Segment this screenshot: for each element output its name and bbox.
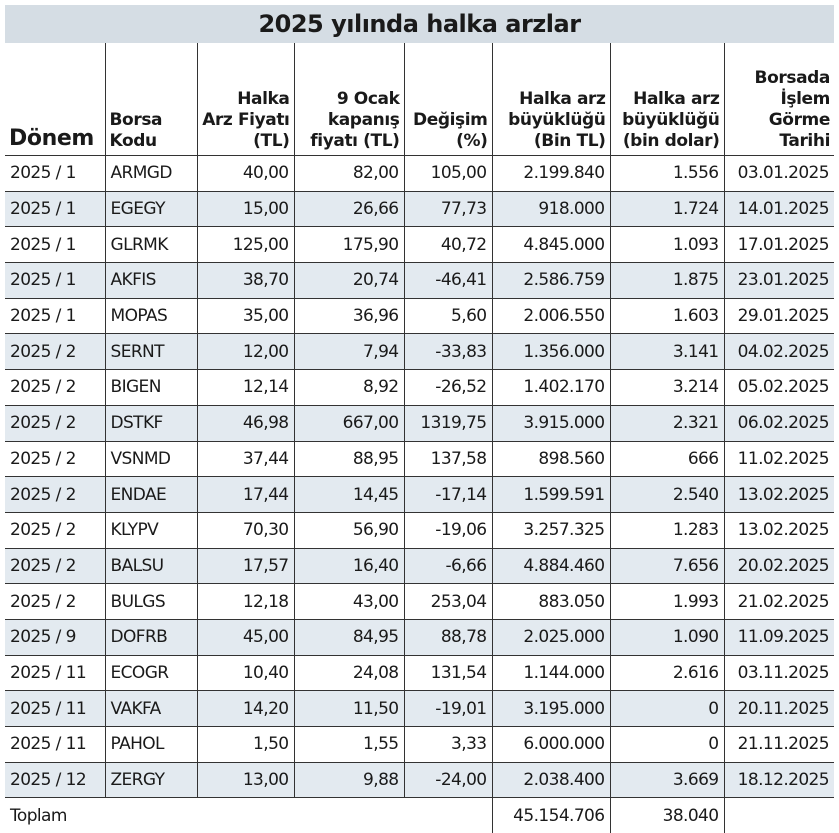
header-kapanis: 9 Ocak kapanış fiyatı (TL) xyxy=(294,43,404,156)
cell-tarih: 13.02.2025 xyxy=(724,477,834,513)
cell-buyukluk-tl: 4.884.460 xyxy=(492,548,610,584)
cell-buyukluk-usd: 1.093 xyxy=(610,227,724,263)
cell-degisim: -26,52 xyxy=(404,370,492,406)
cell-buyukluk-tl: 4.845.000 xyxy=(492,227,610,263)
cell-tarih: 17.01.2025 xyxy=(724,227,834,263)
table-row xyxy=(5,370,834,406)
cell-buyukluk-usd: 1.603 xyxy=(610,298,724,334)
cell-kapanis: 82,00 xyxy=(294,156,404,192)
cell-borsa-kodu: AKFIS xyxy=(105,263,197,299)
cell-borsa-kodu: BULGS xyxy=(105,584,197,620)
cell-halka-arz-fiyati: 12,00 xyxy=(197,334,294,370)
table-row xyxy=(5,405,834,441)
table-row xyxy=(5,156,834,192)
cell-buyukluk-tl: 1.356.000 xyxy=(492,334,610,370)
table-row xyxy=(5,619,834,655)
cell-borsa-kodu: ECOGR xyxy=(105,655,197,691)
cell-halka-arz-fiyati: 17,44 xyxy=(197,477,294,513)
cell-borsa-kodu: ZERGY xyxy=(105,762,197,798)
cell-halka-arz-fiyati: 38,70 xyxy=(197,263,294,299)
cell-donem: 2025 / 1 xyxy=(5,263,105,299)
cell-degisim: -19,01 xyxy=(404,691,492,727)
cell-tarih: 29.01.2025 xyxy=(724,298,834,334)
cell-kapanis: 56,90 xyxy=(294,512,404,548)
cell-tarih: 11.09.2025 xyxy=(724,619,834,655)
header-donem: Dönem xyxy=(5,43,105,156)
cell-buyukluk-tl: 883.050 xyxy=(492,584,610,620)
cell-buyukluk-tl: 2.025.000 xyxy=(492,619,610,655)
cell-buyukluk-tl: 3.195.000 xyxy=(492,691,610,727)
cell-tarih: 05.02.2025 xyxy=(724,370,834,406)
cell-buyukluk-tl: 1.599.591 xyxy=(492,477,610,513)
table-row xyxy=(5,477,834,513)
cell-degisim: 3,33 xyxy=(404,727,492,763)
cell-degisim: 1319,75 xyxy=(404,405,492,441)
table-row xyxy=(5,762,834,798)
cell-donem: 2025 / 2 xyxy=(5,370,105,406)
total-buyukluk-usd: 38.040 xyxy=(610,798,724,833)
cell-tarih: 18.12.2025 xyxy=(724,762,834,798)
cell-kapanis: 26,66 xyxy=(294,191,404,227)
ipo-table xyxy=(5,43,834,833)
cell-buyukluk-tl: 3.257.325 xyxy=(492,512,610,548)
cell-tarih: 20.11.2025 xyxy=(724,691,834,727)
cell-degisim: 137,58 xyxy=(404,441,492,477)
cell-donem: 2025 / 11 xyxy=(5,655,105,691)
cell-kapanis: 11,50 xyxy=(294,691,404,727)
cell-halka-arz-fiyati: 14,20 xyxy=(197,691,294,727)
cell-buyukluk-usd: 1.993 xyxy=(610,584,724,620)
cell-donem: 2025 / 11 xyxy=(5,691,105,727)
cell-buyukluk-usd: 3.214 xyxy=(610,370,724,406)
cell-degisim: 131,54 xyxy=(404,655,492,691)
cell-degisim: -19,06 xyxy=(404,512,492,548)
table-row xyxy=(5,227,834,263)
cell-borsa-kodu: VSNMD xyxy=(105,441,197,477)
cell-buyukluk-tl: 3.915.000 xyxy=(492,405,610,441)
header-tarih: Borsada İşlem Görme Tarihi xyxy=(724,43,834,156)
cell-halka-arz-fiyati: 37,44 xyxy=(197,441,294,477)
cell-halka-arz-fiyati: 12,14 xyxy=(197,370,294,406)
cell-buyukluk-usd: 1.283 xyxy=(610,512,724,548)
cell-kapanis: 24,08 xyxy=(294,655,404,691)
cell-tarih: 06.02.2025 xyxy=(724,405,834,441)
cell-kapanis: 1,55 xyxy=(294,727,404,763)
cell-buyukluk-usd: 1.724 xyxy=(610,191,724,227)
cell-tarih: 21.02.2025 xyxy=(724,584,834,620)
cell-degisim: 88,78 xyxy=(404,619,492,655)
cell-buyukluk-usd: 1.556 xyxy=(610,156,724,192)
cell-tarih: 14.01.2025 xyxy=(724,191,834,227)
cell-halka-arz-fiyati: 70,30 xyxy=(197,512,294,548)
cell-tarih: 11.02.2025 xyxy=(724,441,834,477)
table-row xyxy=(5,334,834,370)
cell-borsa-kodu: MOPAS xyxy=(105,298,197,334)
table-row xyxy=(5,691,834,727)
total-buyukluk-tl: 45.154.706 xyxy=(492,798,610,833)
cell-buyukluk-tl: 2.006.550 xyxy=(492,298,610,334)
cell-halka-arz-fiyati: 12,18 xyxy=(197,584,294,620)
cell-buyukluk-usd: 1.090 xyxy=(610,619,724,655)
total-empty xyxy=(724,798,834,833)
cell-borsa-kodu: ENDAE xyxy=(105,477,197,513)
cell-tarih: 23.01.2025 xyxy=(724,263,834,299)
cell-borsa-kodu: DSTKF xyxy=(105,405,197,441)
table-row xyxy=(5,655,834,691)
cell-buyukluk-tl: 898.560 xyxy=(492,441,610,477)
cell-buyukluk-tl: 918.000 xyxy=(492,191,610,227)
cell-degisim: 5,60 xyxy=(404,298,492,334)
cell-borsa-kodu: PAHOL xyxy=(105,727,197,763)
cell-degisim: 105,00 xyxy=(404,156,492,192)
cell-halka-arz-fiyati: 40,00 xyxy=(197,156,294,192)
cell-kapanis: 84,95 xyxy=(294,619,404,655)
header-buyukluk-usd: Halka arz büyüklüğü (bin dolar) xyxy=(610,43,724,156)
cell-borsa-kodu: SERNT xyxy=(105,334,197,370)
cell-buyukluk-usd: 3.141 xyxy=(610,334,724,370)
cell-halka-arz-fiyati: 46,98 xyxy=(197,405,294,441)
header-halka-arz-fiyati: Halka Arz Fiyatı (TL) xyxy=(197,43,294,156)
table-row xyxy=(5,441,834,477)
cell-borsa-kodu: EGEGY xyxy=(105,191,197,227)
cell-tarih: 20.02.2025 xyxy=(724,548,834,584)
cell-borsa-kodu: BIGEN xyxy=(105,370,197,406)
cell-kapanis: 14,45 xyxy=(294,477,404,513)
cell-donem: 2025 / 11 xyxy=(5,727,105,763)
cell-kapanis: 16,40 xyxy=(294,548,404,584)
cell-borsa-kodu: DOFRB xyxy=(105,619,197,655)
cell-buyukluk-usd: 2.540 xyxy=(610,477,724,513)
table-row xyxy=(5,298,834,334)
ipo-table-container xyxy=(5,5,834,833)
cell-buyukluk-usd: 2.321 xyxy=(610,405,724,441)
header-borsa-kodu: Borsa Kodu xyxy=(105,43,197,156)
cell-buyukluk-tl: 2.199.840 xyxy=(492,156,610,192)
cell-donem: 2025 / 2 xyxy=(5,334,105,370)
cell-donem: 2025 / 2 xyxy=(5,477,105,513)
table-row xyxy=(5,512,834,548)
table-body xyxy=(5,156,834,833)
cell-tarih: 03.11.2025 xyxy=(724,655,834,691)
table-title: 2025 yılında halka arzlar xyxy=(5,5,834,43)
cell-kapanis: 20,74 xyxy=(294,263,404,299)
cell-buyukluk-usd: 1.875 xyxy=(610,263,724,299)
cell-halka-arz-fiyati: 45,00 xyxy=(197,619,294,655)
cell-donem: 2025 / 1 xyxy=(5,298,105,334)
total-label: Toplam xyxy=(5,798,492,833)
cell-halka-arz-fiyati: 15,00 xyxy=(197,191,294,227)
cell-donem: 2025 / 2 xyxy=(5,548,105,584)
cell-buyukluk-tl: 2.038.400 xyxy=(492,762,610,798)
cell-buyukluk-usd: 0 xyxy=(610,727,724,763)
cell-buyukluk-usd: 3.669 xyxy=(610,762,724,798)
table-row xyxy=(5,191,834,227)
cell-tarih: 04.02.2025 xyxy=(724,334,834,370)
cell-tarih: 03.01.2025 xyxy=(724,156,834,192)
cell-buyukluk-tl: 1.144.000 xyxy=(492,655,610,691)
cell-degisim: -33,83 xyxy=(404,334,492,370)
cell-halka-arz-fiyati: 13,00 xyxy=(197,762,294,798)
cell-donem: 2025 / 12 xyxy=(5,762,105,798)
cell-borsa-kodu: KLYPV xyxy=(105,512,197,548)
cell-donem: 2025 / 2 xyxy=(5,441,105,477)
cell-borsa-kodu: GLRMK xyxy=(105,227,197,263)
cell-buyukluk-usd: 2.616 xyxy=(610,655,724,691)
cell-buyukluk-tl: 6.000.000 xyxy=(492,727,610,763)
cell-degisim: -6,66 xyxy=(404,548,492,584)
cell-kapanis: 9,88 xyxy=(294,762,404,798)
cell-borsa-kodu: VAKFA xyxy=(105,691,197,727)
table-row xyxy=(5,263,834,299)
cell-kapanis: 8,92 xyxy=(294,370,404,406)
cell-kapanis: 7,94 xyxy=(294,334,404,370)
cell-borsa-kodu: BALSU xyxy=(105,548,197,584)
cell-donem: 2025 / 1 xyxy=(5,156,105,192)
cell-buyukluk-usd: 7.656 xyxy=(610,548,724,584)
total-row xyxy=(5,798,834,833)
cell-donem: 2025 / 2 xyxy=(5,584,105,620)
cell-halka-arz-fiyati: 125,00 xyxy=(197,227,294,263)
cell-donem: 2025 / 1 xyxy=(5,227,105,263)
cell-degisim: 253,04 xyxy=(404,584,492,620)
header-row xyxy=(5,43,834,156)
cell-kapanis: 667,00 xyxy=(294,405,404,441)
cell-halka-arz-fiyati: 17,57 xyxy=(197,548,294,584)
cell-buyukluk-tl: 1.402.170 xyxy=(492,370,610,406)
cell-halka-arz-fiyati: 35,00 xyxy=(197,298,294,334)
cell-borsa-kodu: ARMGD xyxy=(105,156,197,192)
cell-donem: 2025 / 1 xyxy=(5,191,105,227)
table-row xyxy=(5,584,834,620)
cell-halka-arz-fiyati: 1,50 xyxy=(197,727,294,763)
cell-degisim: -46,41 xyxy=(404,263,492,299)
table-row xyxy=(5,548,834,584)
cell-buyukluk-usd: 666 xyxy=(610,441,724,477)
cell-kapanis: 88,95 xyxy=(294,441,404,477)
cell-buyukluk-tl: 2.586.759 xyxy=(492,263,610,299)
header-degisim: Değişim (%) xyxy=(404,43,492,156)
cell-kapanis: 175,90 xyxy=(294,227,404,263)
header-buyukluk-tl: Halka arz büyüklüğü (Bin TL) xyxy=(492,43,610,156)
cell-degisim: -24,00 xyxy=(404,762,492,798)
cell-degisim: -17,14 xyxy=(404,477,492,513)
table-row xyxy=(5,727,834,763)
cell-donem: 2025 / 2 xyxy=(5,512,105,548)
cell-kapanis: 43,00 xyxy=(294,584,404,620)
cell-tarih: 21.11.2025 xyxy=(724,727,834,763)
cell-degisim: 40,72 xyxy=(404,227,492,263)
cell-degisim: 77,73 xyxy=(404,191,492,227)
cell-donem: 2025 / 2 xyxy=(5,405,105,441)
cell-tarih: 13.02.2025 xyxy=(724,512,834,548)
cell-donem: 2025 / 9 xyxy=(5,619,105,655)
cell-halka-arz-fiyati: 10,40 xyxy=(197,655,294,691)
cell-kapanis: 36,96 xyxy=(294,298,404,334)
cell-buyukluk-usd: 0 xyxy=(610,691,724,727)
